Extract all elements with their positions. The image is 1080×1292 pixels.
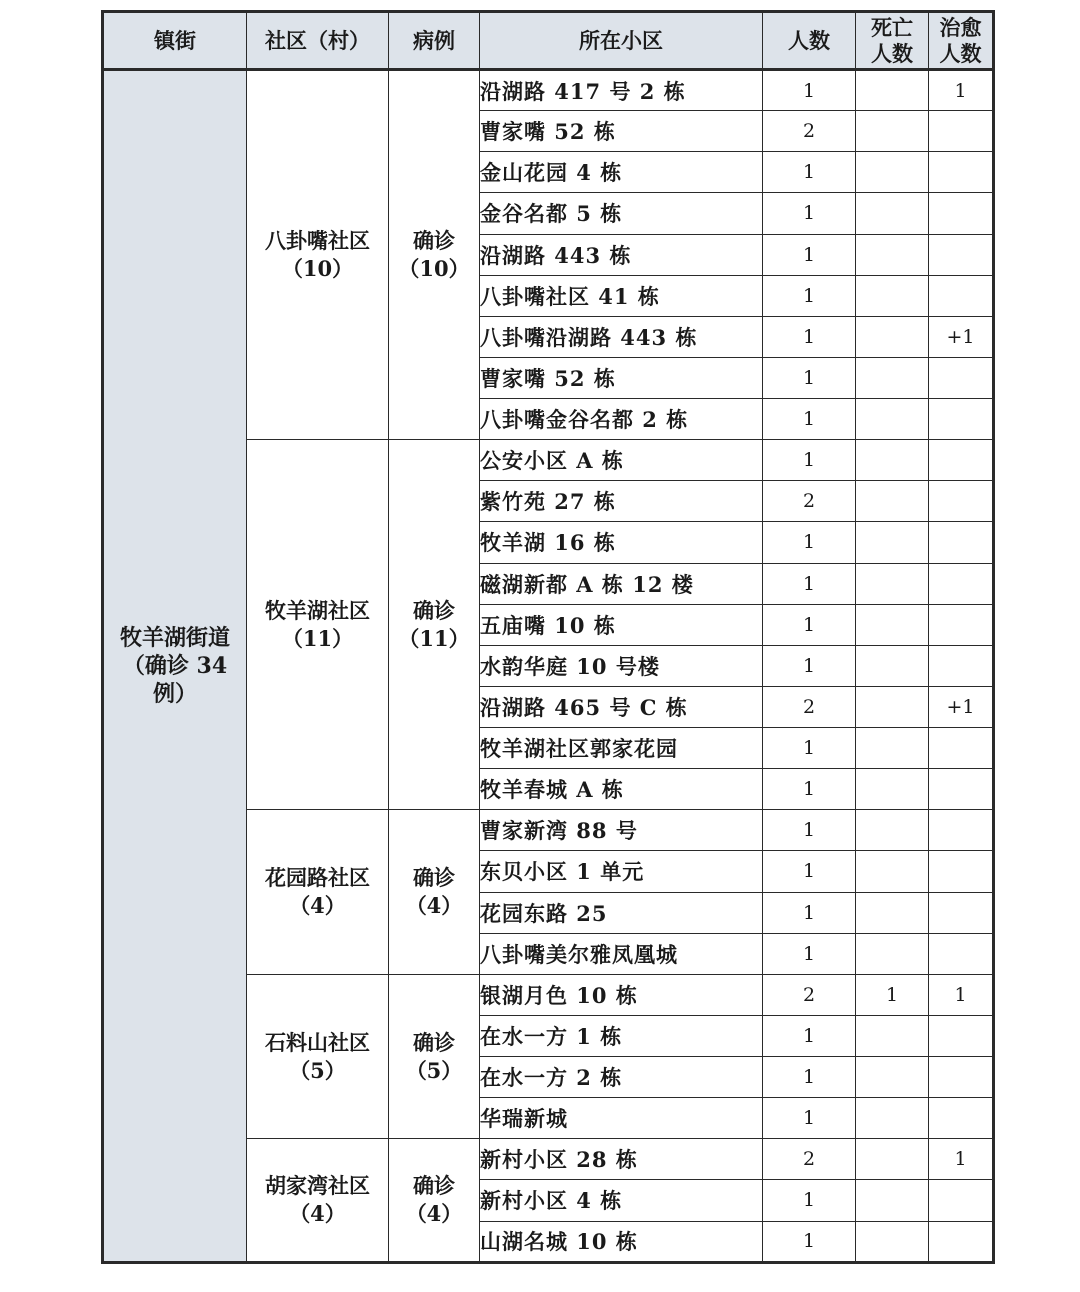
- count-cell: 1: [763, 522, 856, 563]
- community-name: 牧羊湖社区: [265, 597, 370, 623]
- deaths-cell: [856, 481, 929, 522]
- community-count: （10）: [281, 256, 354, 282]
- deaths-cell: [856, 522, 929, 563]
- count-cell: 1: [763, 769, 856, 810]
- cured-cell: [929, 563, 994, 604]
- deaths-cell: [856, 728, 929, 769]
- deaths-cell: [856, 604, 929, 645]
- count-cell: 1: [763, 440, 856, 481]
- cured-cell: [929, 892, 994, 933]
- deaths-cell: [856, 851, 929, 892]
- community-name: 胡家湾社区: [265, 1173, 370, 1199]
- cured-cell: [929, 1221, 994, 1263]
- community-name: 八卦嘴社区: [265, 228, 370, 254]
- count-cell: 2: [763, 481, 856, 522]
- location-cell: 沿湖路 417 号 2 栋: [480, 70, 763, 111]
- location-cell: 东贝小区 1 单元: [480, 851, 763, 892]
- cured-cell: [929, 152, 994, 193]
- deaths-cell: [856, 645, 929, 686]
- location-cell: 新村小区 4 栋: [480, 1180, 763, 1221]
- cured-cell: [929, 1098, 994, 1139]
- location-cell: 曹家新湾 88 号: [480, 810, 763, 851]
- location-cell: 在水一方 1 栋: [480, 1015, 763, 1056]
- location-cell: 五庙嘴 10 栋: [480, 604, 763, 645]
- location-cell: 沿湖路 465 号 C 栋: [480, 686, 763, 727]
- count-cell: 1: [763, 193, 856, 234]
- location-cell: 沿湖路 443 栋: [480, 234, 763, 275]
- count-cell: 2: [763, 686, 856, 727]
- community-cell: [247, 70, 389, 440]
- community-count: （5）: [289, 1057, 346, 1083]
- count-cell: 1: [763, 316, 856, 357]
- cured-cell: [929, 111, 994, 152]
- location-cell: 新村小区 28 栋: [480, 1139, 763, 1180]
- table-body: [103, 70, 994, 1263]
- location-cell: 山湖名城 10 栋: [480, 1221, 763, 1263]
- deaths-cell: [856, 193, 929, 234]
- location-cell: 八卦嘴社区 41 栋: [480, 275, 763, 316]
- cured-cell: [929, 193, 994, 234]
- cured-cell: [929, 645, 994, 686]
- cured-cell: [929, 769, 994, 810]
- count-cell: 1: [763, 399, 856, 440]
- deaths-cell: [856, 1221, 929, 1263]
- location-cell: 银湖月色 10 栋: [480, 974, 763, 1015]
- header-town: 镇街: [103, 12, 247, 70]
- count-cell: 1: [763, 933, 856, 974]
- count-cell: 1: [763, 892, 856, 933]
- header-cured-line2: 人数: [939, 40, 982, 66]
- location-cell: 八卦嘴金谷名都 2 栋: [480, 399, 763, 440]
- header-case-type: 病例: [389, 12, 480, 70]
- location-cell: 在水一方 2 栋: [480, 1057, 763, 1098]
- cured-cell: +1: [929, 686, 994, 727]
- deaths-cell: [856, 440, 929, 481]
- deaths-cell: [856, 316, 929, 357]
- count-cell: 1: [763, 1098, 856, 1139]
- table-row: [103, 70, 994, 111]
- case-table: [101, 10, 995, 1264]
- community-name: 石料山社区: [265, 1029, 370, 1055]
- location-cell: 水韵华庭 10 号楼: [480, 645, 763, 686]
- header-community: 社区（村）: [247, 12, 389, 70]
- deaths-cell: [856, 357, 929, 398]
- deaths-cell: [856, 1180, 929, 1221]
- location-cell: 金谷名都 5 栋: [480, 193, 763, 234]
- cured-cell: [929, 399, 994, 440]
- case-type-label: 确诊: [413, 597, 455, 623]
- header-count: 人数: [763, 12, 856, 70]
- community-cell: [247, 974, 389, 1139]
- town-total: （确诊 34 例）: [122, 653, 228, 707]
- count-cell: 1: [763, 604, 856, 645]
- count-cell: 1: [763, 1180, 856, 1221]
- count-cell: 1: [763, 851, 856, 892]
- location-cell: 曹家嘴 52 栋: [480, 111, 763, 152]
- count-cell: 2: [763, 974, 856, 1015]
- deaths-cell: [856, 1139, 929, 1180]
- location-cell: 牧羊春城 A 栋: [480, 769, 763, 810]
- community-cell: [247, 1139, 389, 1263]
- header-cured: [929, 12, 994, 70]
- count-cell: 1: [763, 645, 856, 686]
- cured-cell: [929, 440, 994, 481]
- case-type-count: （4）: [405, 1201, 463, 1227]
- case-type-label: 确诊: [413, 1029, 455, 1055]
- location-cell: 磁湖新都 A 栋 12 楼: [480, 563, 763, 604]
- cured-cell: [929, 1015, 994, 1056]
- location-cell: 曹家嘴 52 栋: [480, 357, 763, 398]
- cured-cell: [929, 481, 994, 522]
- deaths-cell: [856, 152, 929, 193]
- cured-cell: [929, 728, 994, 769]
- location-cell: 八卦嘴美尔雅凤凰城: [480, 933, 763, 974]
- deaths-cell: [856, 234, 929, 275]
- count-cell: 1: [763, 70, 856, 111]
- cured-cell: [929, 1180, 994, 1221]
- case-type-cell: [389, 70, 480, 440]
- cured-cell: [929, 357, 994, 398]
- deaths-cell: 1: [856, 974, 929, 1015]
- case-type-cell: [389, 974, 480, 1139]
- count-cell: 1: [763, 810, 856, 851]
- header-cured-line1: 治愈: [939, 14, 982, 40]
- location-cell: 华瑞新城: [480, 1098, 763, 1139]
- town-cell: [103, 70, 247, 1263]
- cured-cell: [929, 810, 994, 851]
- count-cell: 1: [763, 234, 856, 275]
- cured-cell: [929, 851, 994, 892]
- cured-cell: 1: [929, 70, 994, 111]
- count-cell: 1: [763, 152, 856, 193]
- count-cell: 1: [763, 275, 856, 316]
- count-cell: 1: [763, 563, 856, 604]
- location-cell: 八卦嘴沿湖路 443 栋: [480, 316, 763, 357]
- header-deaths-line1: 死亡: [871, 14, 913, 40]
- deaths-cell: [856, 563, 929, 604]
- community-name: 花园路社区: [265, 865, 370, 890]
- location-cell: 花园东路 25: [480, 892, 763, 933]
- deaths-cell: [856, 933, 929, 974]
- case-type-label: 确诊: [413, 1173, 455, 1199]
- case-type-count: （4）: [405, 893, 463, 918]
- location-cell: 金山花园 4 栋: [480, 152, 763, 193]
- location-cell: 牧羊湖 16 栋: [480, 522, 763, 563]
- community-cell: [247, 810, 389, 975]
- header-deaths-line2: 人数: [871, 40, 913, 66]
- community-count: （4）: [289, 893, 346, 918]
- deaths-cell: [856, 399, 929, 440]
- header-location: 所在小区: [480, 12, 763, 70]
- community-cell: [247, 440, 389, 810]
- case-type-count: （11）: [398, 625, 470, 651]
- case-type-cell: [389, 440, 480, 810]
- cured-cell: [929, 522, 994, 563]
- deaths-cell: [856, 892, 929, 933]
- count-cell: 1: [763, 728, 856, 769]
- location-cell: 紫竹苑 27 栋: [480, 481, 763, 522]
- deaths-cell: [856, 1057, 929, 1098]
- cured-cell: [929, 275, 994, 316]
- cured-cell: [929, 1057, 994, 1098]
- deaths-cell: [856, 769, 929, 810]
- case-type-cell: [389, 810, 480, 975]
- deaths-cell: [856, 810, 929, 851]
- cured-cell: 1: [929, 1139, 994, 1180]
- location-cell: 牧羊湖社区郭家花园: [480, 728, 763, 769]
- count-cell: 2: [763, 1139, 856, 1180]
- case-type-count: （5）: [405, 1057, 463, 1083]
- deaths-cell: [856, 275, 929, 316]
- header-row: [103, 12, 994, 70]
- header-deaths: [856, 12, 929, 70]
- community-count: （11）: [281, 625, 354, 651]
- case-type-cell: [389, 1139, 480, 1263]
- cured-cell: +1: [929, 316, 994, 357]
- community-count: （4）: [289, 1201, 346, 1227]
- cured-cell: 1: [929, 974, 994, 1015]
- deaths-cell: [856, 686, 929, 727]
- location-cell: 公安小区 A 栋: [480, 440, 763, 481]
- cured-cell: [929, 604, 994, 645]
- deaths-cell: [856, 70, 929, 111]
- deaths-cell: [856, 111, 929, 152]
- case-type-label: 确诊: [413, 865, 455, 890]
- cured-cell: [929, 933, 994, 974]
- count-cell: 1: [763, 1057, 856, 1098]
- case-type-count: （10）: [398, 256, 470, 282]
- count-cell: 1: [763, 1221, 856, 1263]
- deaths-cell: [856, 1015, 929, 1056]
- town-name: 牧羊湖街道: [119, 625, 230, 651]
- deaths-cell: [856, 1098, 929, 1139]
- count-cell: 1: [763, 1015, 856, 1056]
- count-cell: 1: [763, 357, 856, 398]
- cured-cell: [929, 234, 994, 275]
- case-type-label: 确诊: [413, 228, 455, 254]
- count-cell: 2: [763, 111, 856, 152]
